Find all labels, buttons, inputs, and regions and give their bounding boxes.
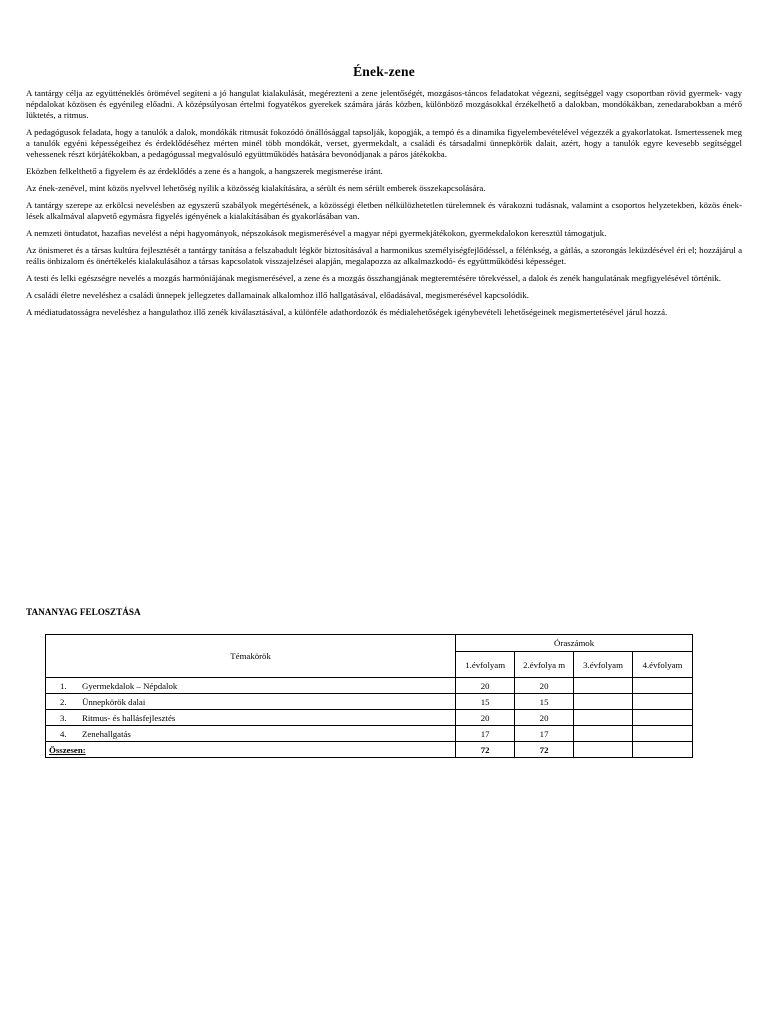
hours-cell: 20	[456, 678, 515, 694]
document-body	[26, 88, 742, 324]
row-number: 1.	[60, 680, 67, 691]
table-row	[46, 694, 693, 710]
paragraph: Az ének-zenével, mint közös nyelvvel lehetőség nyílik a közösség kialakítására, a sérült és nem sérült emberek összekapcsolására.	[26, 183, 486, 193]
paragraph: A testi és lelki egészségre nevelés a mozgás harmóniájának megismerésével, a zene és a mozgás összhangjának megteremtésére törekvéssel, a dalok és zenék hangulatának megfigyelésével történik.	[26, 273, 721, 283]
table-header-row	[46, 635, 693, 652]
table-total-row	[46, 742, 693, 758]
total-cell	[574, 742, 633, 758]
hours-cell	[574, 694, 633, 710]
topic-cell	[46, 726, 456, 742]
hours-cell	[633, 726, 693, 742]
hours-cell: 17	[456, 726, 515, 742]
hours-header: Óraszámok	[456, 635, 693, 652]
paragraph: A pedagógusok feladata, hogy a tanulók a dalok, mondókák ritmusát fokozódó önállósággal tapsolják, kopogják, a tempó és a dinamika figyelembevételével végezzék a gyakorlatokat. Ismertessenek meg a tanulók egyéni képességeihez és érdeklődéséhez mérten minél több mondókát, verset, gyermekdalt, a családi és társadalmi ünnepkörök dalait, azért, hogy a tanulók egyre kevesebb segítséggel vehessenek részt körjátékokban, a pedagógussal megvalósuló együttműködés hatására bevonódjanak a páros játékokba.	[26, 127, 742, 159]
hours-cell	[574, 678, 633, 694]
paragraph: A tantárgy célja az együtténeklés örömével segíteni a jó hangulat kialakulását, megérezteni a zene jelentőségét, mozgásos-táncos feladatokat végezni, segítséggel vagy csoportban rövid gyermek- vagy népdalokat közösen és egyénileg előadni. A középsúlyosan értelmi fogyatékos gyerekek számára járás közben, különböző mozgásokkal érzékelhető a dalokban, mondókákban, zenedarabokban a mérő lüktetés, a ritmus.	[26, 88, 742, 120]
year-header: 2.évfolya m	[515, 652, 574, 678]
hours-cell	[574, 710, 633, 726]
year-header: 3.évfolyam	[574, 652, 633, 678]
paragraph: Az önismeret és a társas kultúra fejlesztését a tantárgy tanítása a felszabadult légkör biztosításával a harmonikus személyiségfejlődéssel, a félénkség, a gátlás, a szorongás leküzdésével éri el; hozzájárul a reális önbizalom és önértékelés kialakulásához a társas kapcsolatok visszajelzései alapján, megalapozza az alkalmazkodó- és együttműködési képességet.	[26, 245, 742, 266]
hours-cell: 20	[456, 710, 515, 726]
topic-cell	[46, 710, 456, 726]
topic-label: Zenehallgatás	[82, 728, 131, 739]
hours-cell	[633, 710, 693, 726]
hours-cell: 17	[515, 726, 574, 742]
total-cell: 72	[515, 742, 574, 758]
topic-label: Ritmus- és hallásfejlesztés	[82, 712, 176, 723]
row-number: 4.	[60, 728, 67, 739]
topic-cell	[46, 678, 456, 694]
table-row	[46, 678, 693, 694]
curriculum-table	[45, 634, 693, 758]
total-label: Összesen:	[46, 742, 456, 758]
topics-header: Témakörök	[46, 635, 456, 678]
hours-cell: 20	[515, 710, 574, 726]
total-cell: 72	[456, 742, 515, 758]
row-number: 2.	[60, 696, 67, 707]
hours-cell: 20	[515, 678, 574, 694]
paragraph: A médiatudatosságra neveléshez a hangulathoz illő zenék kiválasztásával, a különféle adathordozók és médialehetőségek igénybevételi lehetőségeinek megismertetésével járul hozzá.	[26, 307, 668, 317]
topic-cell	[46, 694, 456, 710]
document-title: Ének-zene	[353, 64, 415, 79]
hours-cell: 15	[456, 694, 515, 710]
year-header: 1.évfolyam	[456, 652, 515, 678]
paragraph: A nemzeti öntudatot, hazafias nevelést a népi hagyományok, népszokások megismerésével a magyar népi gyermekjátékokon, gyermekdalokon keresztül támogatjuk.	[26, 228, 607, 238]
table-row	[46, 726, 693, 742]
year-header: 4.évfolyam	[633, 652, 693, 678]
paragraph: A családi életre neveléshez a családi ünnepek jellegzetes dallamainak alkalomhoz illő hallgatásával, előadásával, megismerésével kapcsolódik.	[26, 290, 529, 300]
paragraph: Eközben felkelthető a figyelem és az érdeklődés a zene és a hangok, a hangszerek megismerése iránt.	[26, 166, 383, 176]
table-row	[46, 710, 693, 726]
row-number: 3.	[60, 712, 67, 723]
topic-label: Gyermekdalok – Népdalok	[82, 680, 178, 691]
hours-cell	[633, 678, 693, 694]
total-cell	[633, 742, 693, 758]
hours-cell	[633, 694, 693, 710]
section-title: TANANYAG FELOSZTÁSA	[26, 607, 141, 617]
hours-cell	[574, 726, 633, 742]
paragraph: A tantárgy szerepe az erkölcsi nevelésben az egyszerű szabályok megértésének, a közösségi életben nélkülözhetetlen türelemnek és várakozni tudásnak, valamint a csoportos helyzetekben, közös éneklések alkalmával alapvető egymásra figyelés igényének a kialakításában és gyakorlásában van.	[26, 200, 742, 221]
topic-label: Ünnepkörök dalai	[82, 696, 146, 707]
hours-cell: 15	[515, 694, 574, 710]
